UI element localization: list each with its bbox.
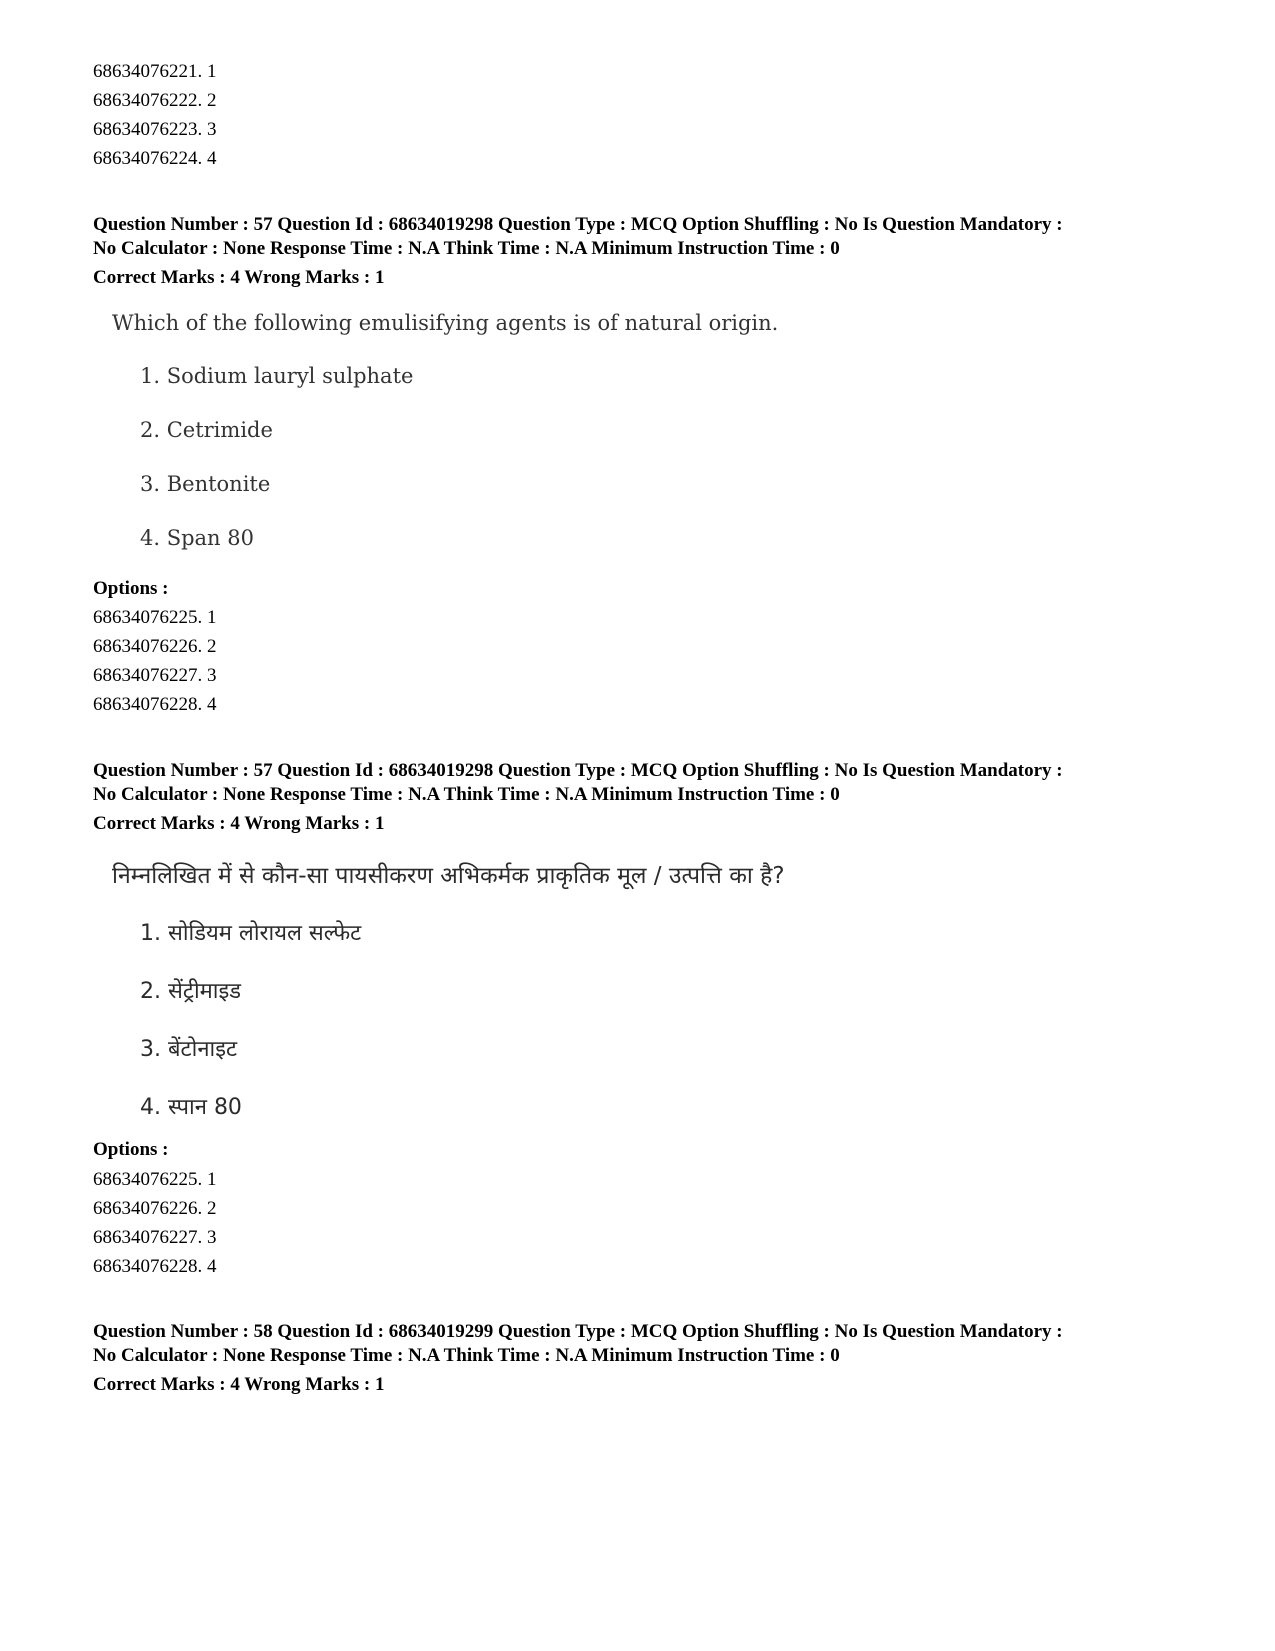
option-item: 68634076226. 2 [93, 636, 217, 657]
question-header: Question Number : 57 Question Id : 68634019298 Question Type : MCQ Option Shuffling : No Is Question Mandatory : [93, 214, 1063, 235]
marks-line: Correct Marks : 4 Wrong Marks : 1 [93, 267, 385, 288]
choice-item: 1. सोडियम लोरायल सल्फेट [140, 921, 362, 946]
choice-item: 2. Cetrimide [140, 418, 273, 442]
question-header: Question Number : 58 Question Id : 68634019299 Question Type : MCQ Option Shuffling : No Is Question Mandatory : [93, 1321, 1063, 1342]
choice-item: 4. स्पान 80 [140, 1095, 242, 1120]
question-header: Question Number : 57 Question Id : 68634019298 Question Type : MCQ Option Shuffling : No Is Question Mandatory : [93, 760, 1063, 781]
options-label: Options : [93, 1139, 169, 1160]
option-item: 68634076226. 2 [93, 1198, 217, 1219]
question-header-cont: No Calculator : None Response Time : N.A Think Time : N.A Minimum Instruction Time : 0 [93, 784, 840, 805]
question-text: Which of the following emulisifying agents is of natural origin. [112, 311, 779, 335]
option-item: 68634076228. 4 [93, 1256, 217, 1277]
option-item: 68634076221. 1 [93, 61, 217, 82]
option-item: 68634076224. 4 [93, 148, 217, 169]
choice-item: 1. Sodium lauryl sulphate [140, 364, 414, 388]
choice-item: 4. Span 80 [140, 526, 254, 550]
question-header-cont: No Calculator : None Response Time : N.A Think Time : N.A Minimum Instruction Time : 0 [93, 238, 840, 259]
question-header-cont: No Calculator : None Response Time : N.A Think Time : N.A Minimum Instruction Time : 0 [93, 1345, 840, 1366]
option-item: 68634076225. 1 [93, 607, 217, 628]
marks-line: Correct Marks : 4 Wrong Marks : 1 [93, 813, 385, 834]
options-label: Options : [93, 578, 169, 599]
option-item: 68634076223. 3 [93, 119, 217, 140]
choice-item: 2. सेंट्रीमाइड [140, 979, 242, 1004]
question-text: निम्नलिखित में से कौन-सा पायसीकरण अभिकर्मक प्राकृतिक मूल / उत्पत्ति का है? [112, 863, 785, 889]
choice-item: 3. Bentonite [140, 472, 271, 496]
option-item: 68634076227. 3 [93, 665, 217, 686]
option-item: 68634076228. 4 [93, 694, 217, 715]
option-item: 68634076222. 2 [93, 90, 217, 111]
marks-line: Correct Marks : 4 Wrong Marks : 1 [93, 1374, 385, 1395]
option-item: 68634076227. 3 [93, 1227, 217, 1248]
option-item: 68634076225. 1 [93, 1169, 217, 1190]
choice-item: 3. बेंटोनाइट [140, 1037, 238, 1062]
